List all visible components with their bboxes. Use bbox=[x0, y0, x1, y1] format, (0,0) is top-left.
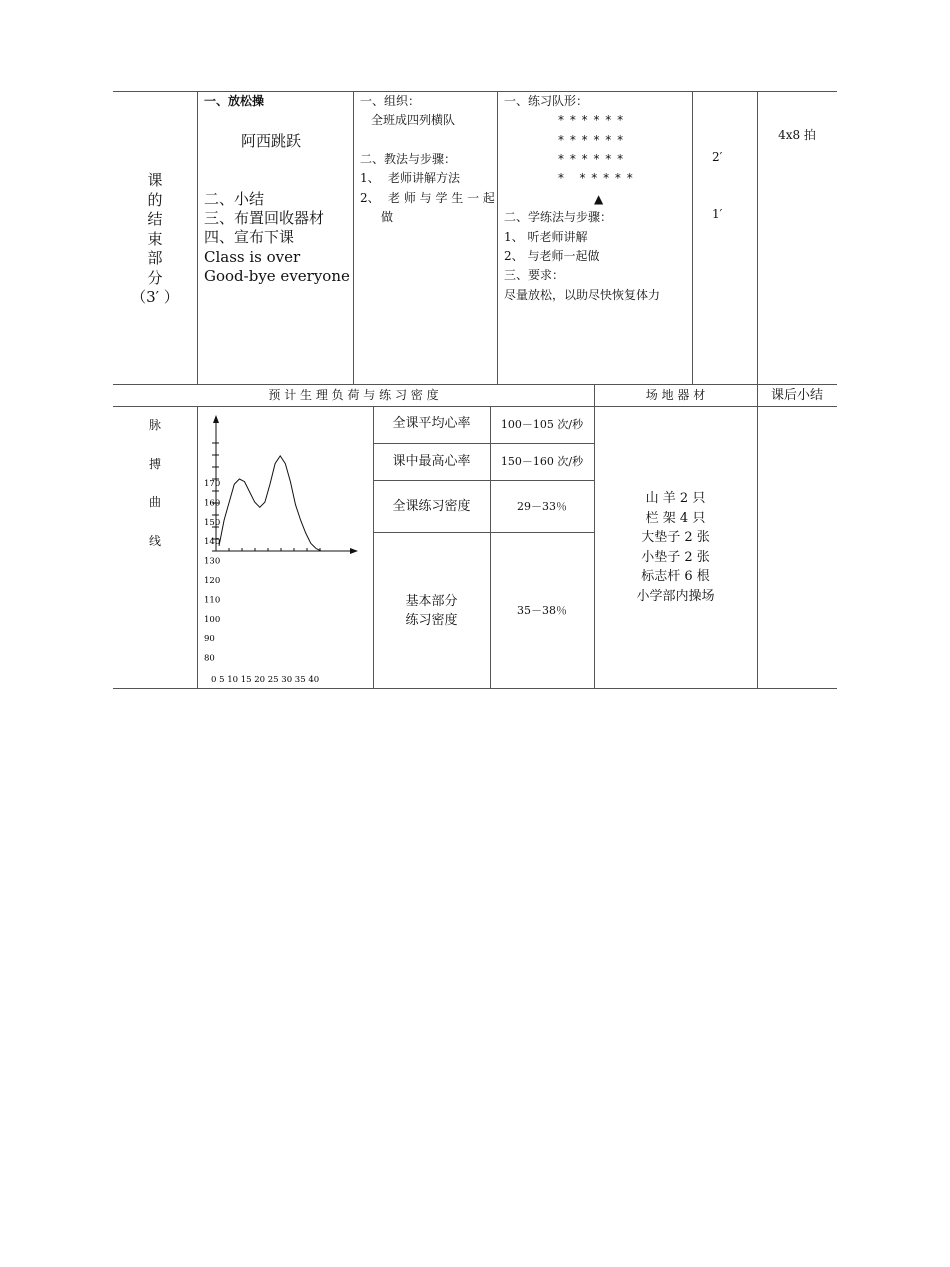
y-tick-label: 110 bbox=[204, 595, 221, 606]
metric-divider-1 bbox=[373, 443, 595, 444]
col-line-2 bbox=[353, 91, 354, 384]
col-line-3 bbox=[497, 91, 498, 384]
content-item-3: 三、布置回收器材 bbox=[204, 209, 325, 227]
col-line-metric-label bbox=[373, 406, 374, 688]
content-english-1: Class is over bbox=[204, 248, 301, 266]
metric-label-avg: 全课平均心率 bbox=[392, 416, 471, 431]
metric-value-max: 150－160 次/秒 bbox=[500, 455, 584, 468]
y-tick-label: 170 bbox=[204, 479, 221, 489]
pulse-line bbox=[219, 456, 321, 551]
student-line-4: 2、 与老师一起做 bbox=[504, 249, 600, 263]
formation-row-1: * * * * * * bbox=[558, 113, 625, 127]
metric-divider-3 bbox=[373, 532, 595, 533]
teacher-line-5: 老 师 与 学 生 一 起 bbox=[388, 191, 495, 205]
metric-divider-2 bbox=[373, 480, 595, 481]
time-1: 2′ bbox=[712, 150, 723, 164]
teacher-line-5-num: 2、 bbox=[360, 191, 380, 205]
teacher-line-6: 做 bbox=[381, 210, 394, 224]
teacher-position-icon: ▲ bbox=[594, 192, 604, 206]
chart-axes bbox=[213, 415, 358, 554]
content-english-2: Good-bye everyone bbox=[204, 267, 350, 285]
student-line-6: 尽量放松，以助尽快恢复体力 bbox=[504, 288, 661, 302]
teacher-line-4-num: 1、 bbox=[360, 171, 380, 185]
student-line-2: 二、学练法与步骤： bbox=[504, 210, 613, 224]
practice-amount: 4x8 拍 bbox=[778, 128, 816, 142]
content-item-2: 二、小结 bbox=[204, 190, 265, 208]
teacher-line-3: 二、教法与步骤： bbox=[360, 152, 457, 166]
student-line-3: 1、 听老师讲解 bbox=[504, 230, 588, 244]
time-2: 1′ bbox=[712, 207, 723, 221]
x-tick-label: 0 5 10 15 20 25 30 35 40 bbox=[211, 675, 320, 685]
content-item-1-sub: 阿西跳跃 bbox=[241, 132, 302, 150]
load-density-title: 预 计 生 理 负 荷 与 练 习 密 度 bbox=[268, 388, 439, 402]
y-tick-label: 80 bbox=[204, 653, 215, 664]
equipment-item: 小垫子 2 张 bbox=[641, 549, 710, 565]
metric-label-max: 课中最高心率 bbox=[392, 454, 471, 469]
student-line-5: 三、要求： bbox=[504, 268, 565, 282]
formation-row-4: * * * * * * bbox=[558, 171, 634, 185]
col-line-metric-value bbox=[490, 406, 491, 688]
y-tick-label: 90 bbox=[204, 634, 215, 645]
y-axis-arrow-icon bbox=[213, 415, 219, 423]
teacher-line-2: 全班成四列横队 bbox=[371, 113, 456, 127]
equipment-item: 山 羊 2 只 bbox=[645, 491, 706, 506]
metric-label-density: 全课练习密度 bbox=[392, 499, 471, 514]
y-tick-label: 150 bbox=[204, 517, 221, 528]
equipment-item: 大垫子 2 张 bbox=[641, 530, 710, 545]
teacher-line-1: 一、组织： bbox=[360, 94, 421, 108]
content-item-1-title: 一、放松操 bbox=[204, 94, 265, 108]
pulse-curve-label: 脉 搏 曲 线 bbox=[148, 418, 161, 548]
y-tick-label: 130 bbox=[204, 556, 221, 567]
pulse-chart bbox=[198, 407, 373, 688]
equipment-list bbox=[594, 489, 757, 606]
x-axis-arrow-icon bbox=[350, 548, 358, 554]
row-divider-header bbox=[113, 384, 837, 385]
content-item-4: 四、宣布下课 bbox=[204, 228, 295, 246]
student-line-1: 一、练习队形： bbox=[504, 94, 589, 108]
teacher-line-4: 老师讲解方法 bbox=[388, 171, 461, 185]
col-line-4 bbox=[692, 91, 693, 384]
col-line-1 bbox=[197, 91, 198, 384]
equipment-item: 栏 架 4 只 bbox=[645, 510, 706, 526]
equipment-title: 场 地 器 材 bbox=[645, 388, 706, 402]
y-tick-labels bbox=[204, 479, 220, 664]
equipment-item: 标志杆 6 根 bbox=[641, 569, 710, 584]
y-tick-label: 100 bbox=[204, 614, 221, 625]
formation-row-2: * * * * * * bbox=[558, 133, 625, 147]
y-tick-label: 140 bbox=[204, 537, 221, 548]
y-tick-label: 160 bbox=[204, 498, 221, 509]
y-tick-label: 120 bbox=[204, 576, 221, 586]
metric-value-avg: 100－105 次/秒 bbox=[500, 418, 584, 431]
metric-label-basic-density: 基本部分 练习密度 bbox=[405, 594, 458, 628]
section-duration: （3′ ） bbox=[131, 288, 179, 306]
table-bottom-border bbox=[113, 688, 837, 689]
metric-value-basic-density: 35－38％ bbox=[517, 604, 567, 617]
metric-value-density: 29－33％ bbox=[517, 500, 567, 513]
formation-row-3: * * * * * * bbox=[558, 152, 625, 166]
summary-title: 课后小结 bbox=[770, 388, 823, 403]
equipment-item: 小学部内操场 bbox=[636, 588, 715, 604]
section-label: 课 的 结 束 部 分 （3′ ） bbox=[113, 171, 197, 308]
